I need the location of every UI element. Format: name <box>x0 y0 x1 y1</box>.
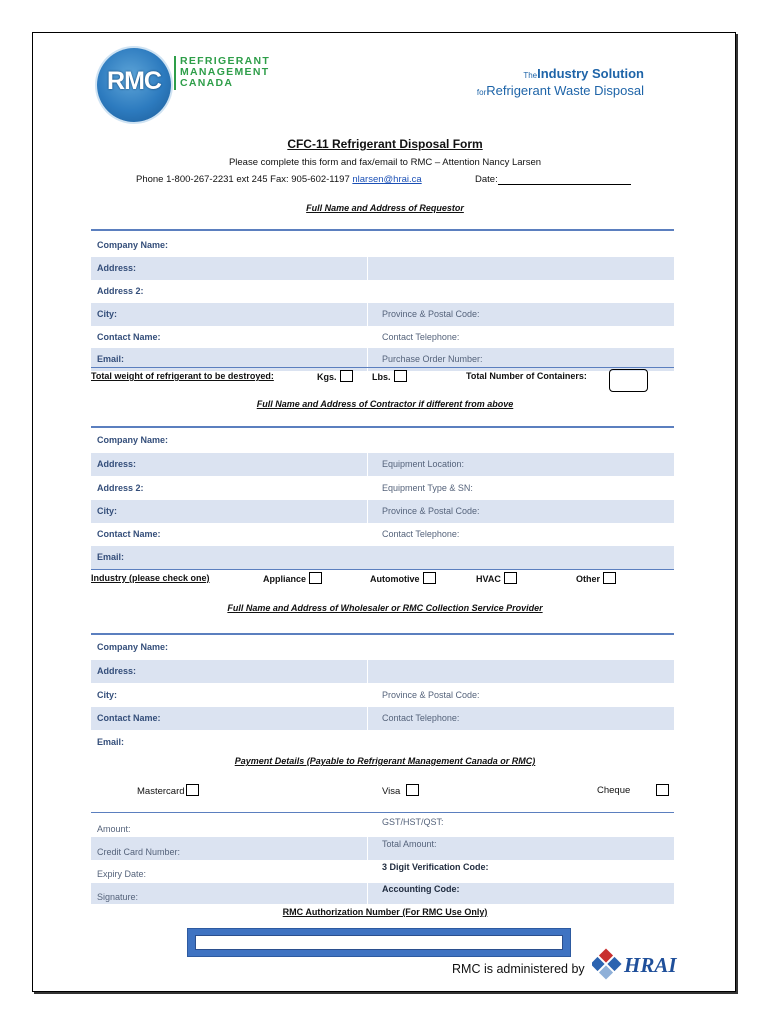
field-label: City: <box>97 309 117 319</box>
authorization-number-input[interactable] <box>195 935 563 950</box>
rmc-logo <box>97 48 171 122</box>
authorization-number-box[interactable] <box>187 928 571 957</box>
automotive-option[interactable] <box>370 572 436 584</box>
expiry-row[interactable] <box>91 860 674 883</box>
section-rule <box>91 569 674 570</box>
wholesaler-email-row[interactable] <box>91 731 674 754</box>
field-label: Contact Name: <box>97 332 161 342</box>
hrai-logo-text: HRAI <box>624 953 677 977</box>
authorization-title: RMC Authorization Number (For RMC Use Only) <box>282 907 488 917</box>
industry-label: Industry (please check one) <box>91 573 210 583</box>
contractor-address-row[interactable] <box>91 453 674 476</box>
contractor-section-title: Full Name and Address of Contractor if different from above <box>256 399 514 409</box>
wholesaler-address-row[interactable] <box>91 660 674 683</box>
field-label: Credit Card Number: <box>97 847 181 857</box>
contact-phone-fax: Phone 1-800-267-2231 ext 245 Fax: 905-602-1197 <box>136 174 353 185</box>
field-label: Email: <box>97 737 125 747</box>
field-label: Address 2: <box>97 286 144 296</box>
hrai-diamond-icon <box>592 944 682 984</box>
field-label: Equipment Location: <box>382 459 465 469</box>
other-checkbox[interactable] <box>603 572 616 584</box>
field-label: Email: <box>97 552 125 562</box>
automotive-label: Automotive <box>370 574 420 584</box>
field-label: Province & Postal Code: <box>382 309 480 319</box>
field-label: Contact Name: <box>97 529 161 539</box>
field-label: Email: <box>97 354 125 364</box>
field-label: Contact Name: <box>97 713 161 723</box>
field-label: Address: <box>97 459 137 469</box>
card-number-row[interactable] <box>91 837 674 860</box>
requestor-company-row[interactable] <box>91 234 674 257</box>
visa-checkbox[interactable] <box>406 784 419 796</box>
field-label: Province & Postal Code: <box>382 506 480 516</box>
wholesaler-section-title: Full Name and Address of Wholesaler or RMC Collection Service Provider <box>227 603 543 613</box>
form-instructions: Please complete this form and fax/email to RMC – Attention Nancy Larsen <box>228 157 542 168</box>
field-label: Address: <box>97 666 137 676</box>
contractor-address2-row[interactable] <box>91 477 674 500</box>
tagline-for: for <box>476 88 487 97</box>
requestor-city-row[interactable] <box>91 303 674 326</box>
hrai-logo <box>592 944 682 984</box>
field-label: Contact Telephone: <box>382 713 460 723</box>
tagline-the: The <box>523 71 538 80</box>
contractor-email-row[interactable] <box>91 546 674 569</box>
contractor-contact-row[interactable] <box>91 523 674 546</box>
field-label: Province & Postal Code: <box>382 690 480 700</box>
tagline-main: Industry Solution <box>537 66 644 81</box>
field-label: Signature: <box>97 892 139 902</box>
field-label: Contact Telephone: <box>382 332 460 342</box>
field-label: Contact Telephone: <box>382 529 460 539</box>
section-rule <box>91 229 674 231</box>
containers-label: Total Number of Containers: <box>466 371 587 381</box>
logo-word-2: MANAGEMENT <box>180 66 270 78</box>
wholesaler-contact-row[interactable] <box>91 707 674 730</box>
containers-input[interactable] <box>609 369 648 392</box>
field-label: Amount: <box>97 824 131 834</box>
lbs-option[interactable] <box>372 370 407 382</box>
other-label: Other <box>576 574 601 584</box>
contractor-city-row[interactable] <box>91 500 674 523</box>
rmc-logo-text: RMC <box>107 67 161 95</box>
requestor-section-title: Full Name and Address of Requestor <box>306 203 464 213</box>
field-label: Equipment Type & SN: <box>382 483 473 493</box>
field-label: Purchase Order Number: <box>382 354 483 364</box>
section-rule <box>91 367 674 368</box>
appliance-label: Appliance <box>263 574 307 584</box>
amount-row[interactable] <box>91 813 674 837</box>
field-label: 3 Digit Verification Code: <box>382 862 489 872</box>
lbs-checkbox[interactable] <box>394 370 407 382</box>
visa-option[interactable] <box>382 784 419 797</box>
appliance-option[interactable] <box>263 572 322 584</box>
administered-by-text: RMC is administered by <box>452 962 585 976</box>
tagline <box>477 66 644 100</box>
field-label: Total Amount: <box>382 839 437 849</box>
wholesaler-city-row[interactable] <box>91 684 674 707</box>
cheque-checkbox[interactable] <box>656 784 669 796</box>
lbs-label: Lbs. <box>372 372 391 382</box>
logo-word-3: CANADA <box>180 77 234 89</box>
field-label: Address: <box>97 263 137 273</box>
date-blank[interactable] <box>498 174 631 185</box>
field-label: Accounting Code: <box>382 884 460 894</box>
field-label: Expiry Date: <box>97 869 147 879</box>
kgs-checkbox[interactable] <box>340 370 353 382</box>
payment-section-title: Payment Details (Payable to Refrigerant Management Canada or RMC) <box>234 756 536 766</box>
hvac-option[interactable] <box>476 572 517 584</box>
kgs-option[interactable] <box>317 370 353 382</box>
field-label: City: <box>97 506 117 516</box>
logo-word-1: REFRIGERANT <box>180 55 271 67</box>
requestor-address2-row[interactable] <box>91 280 674 303</box>
hvac-label: HVAC <box>476 574 501 584</box>
signature-row[interactable] <box>91 883 674 904</box>
date-field[interactable] <box>475 174 631 185</box>
wholesaler-company-row[interactable] <box>91 636 674 659</box>
mastercard-checkbox[interactable] <box>186 784 199 796</box>
field-label: Company Name: <box>97 240 169 250</box>
mastercard-option[interactable] <box>137 784 199 797</box>
other-option[interactable] <box>576 572 616 584</box>
field-label: City: <box>97 690 117 700</box>
field-label: GST/HST/QST: <box>382 817 444 827</box>
field-label: Company Name: <box>97 435 169 445</box>
weight-label: Total weight of refrigerant to be destroyed: <box>91 371 274 381</box>
appliance-checkbox[interactable] <box>309 572 322 584</box>
field-label: Address 2: <box>97 483 144 493</box>
tagline-sub: Refrigerant Waste Disposal <box>486 83 644 98</box>
requestor-contact-row[interactable] <box>91 326 674 349</box>
rmc-logo-words <box>180 56 270 89</box>
logo-divider <box>174 56 176 90</box>
field-label: Company Name: <box>97 642 169 652</box>
form-title: CFC-11 Refrigerant Disposal Form <box>287 137 483 151</box>
contact-line <box>136 174 422 185</box>
section-rule <box>91 633 674 635</box>
contact-email-link[interactable]: nlarsen@hrai.ca <box>352 174 422 185</box>
automotive-checkbox[interactable] <box>423 572 436 584</box>
section-rule <box>91 426 674 428</box>
cheque-label: Cheque <box>597 785 631 796</box>
mastercard-label: Mastercard <box>137 786 185 797</box>
requestor-address-row[interactable] <box>91 257 674 280</box>
hvac-checkbox[interactable] <box>504 572 517 584</box>
kgs-label: Kgs. <box>317 372 337 382</box>
contractor-company-row[interactable] <box>91 429 674 452</box>
date-label: Date: <box>475 174 498 185</box>
visa-label: Visa <box>382 786 401 797</box>
